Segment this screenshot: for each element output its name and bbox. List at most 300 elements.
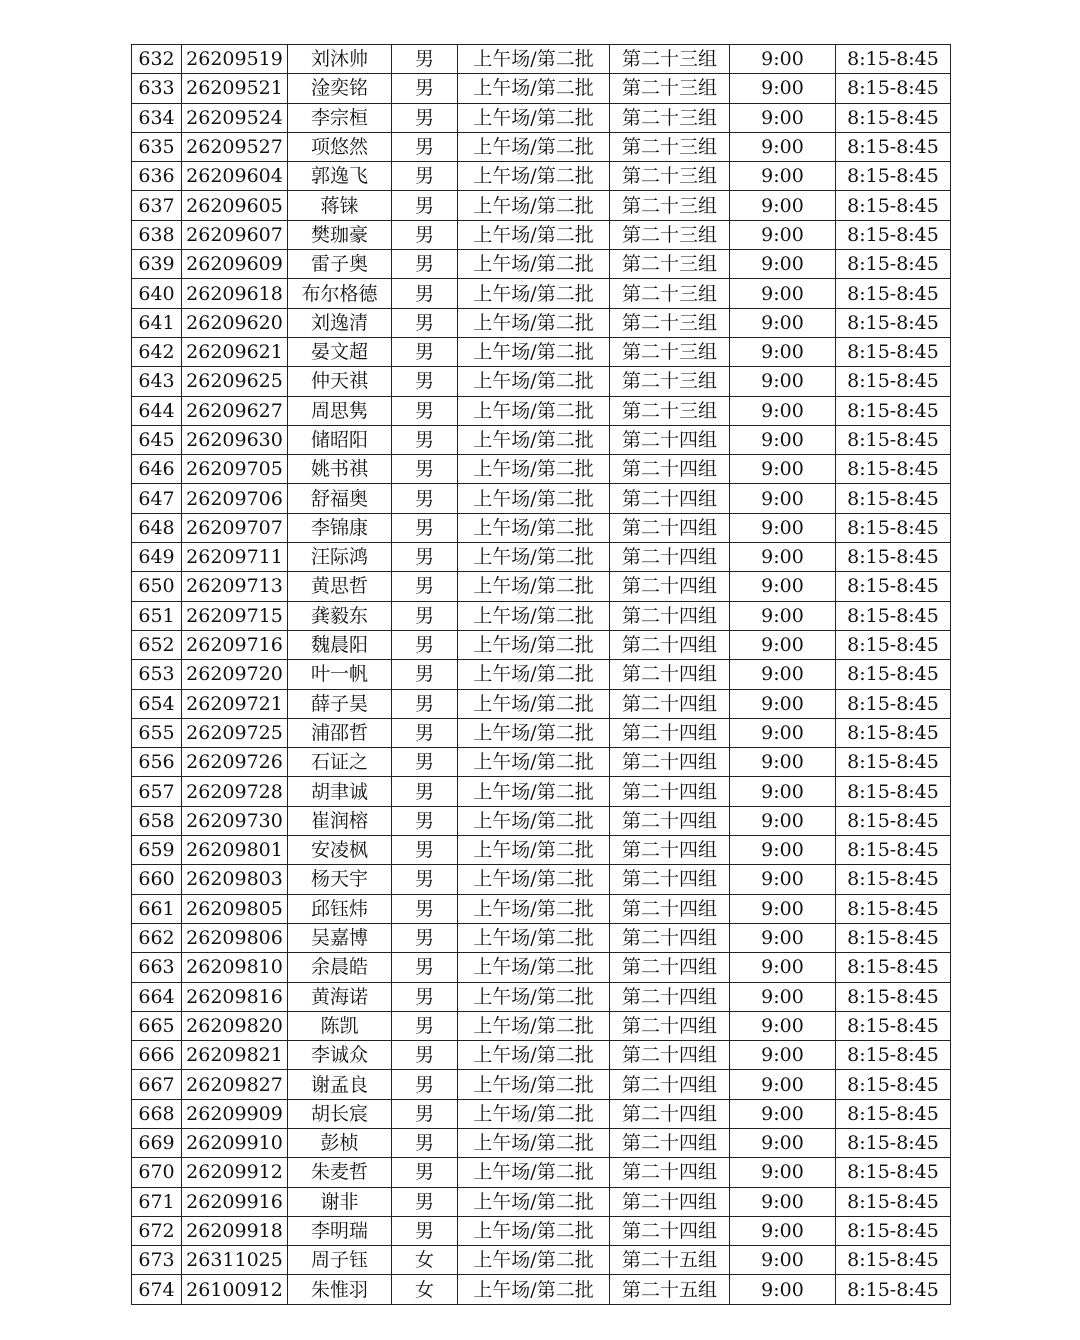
table-row bbox=[132, 74, 951, 103]
start-time-cell: 9:00 bbox=[730, 1216, 836, 1245]
group-cell: 第二十四组 bbox=[610, 601, 730, 630]
session-cell: 上午场/第二批 bbox=[458, 337, 610, 366]
seq-cell: 648 bbox=[132, 513, 182, 542]
exam-id-cell: 26209726 bbox=[182, 748, 288, 777]
seq-cell: 654 bbox=[132, 689, 182, 718]
exam-id-cell: 26209909 bbox=[182, 1099, 288, 1128]
start-time-cell: 9:00 bbox=[730, 132, 836, 161]
seq-cell: 650 bbox=[132, 572, 182, 601]
checkin-time-cell: 8:15-8:45 bbox=[836, 923, 951, 952]
session-cell: 上午场/第二批 bbox=[458, 777, 610, 806]
seq-cell: 632 bbox=[132, 45, 182, 74]
session-cell: 上午场/第二批 bbox=[458, 1246, 610, 1275]
exam-id-cell: 26209816 bbox=[182, 982, 288, 1011]
table-row bbox=[132, 982, 951, 1011]
seq-cell: 664 bbox=[132, 982, 182, 1011]
start-time-cell: 9:00 bbox=[730, 572, 836, 601]
gender-cell: 男 bbox=[392, 455, 458, 484]
gender-cell: 男 bbox=[392, 1187, 458, 1216]
checkin-time-cell: 8:15-8:45 bbox=[836, 250, 951, 279]
exam-id-cell: 26209524 bbox=[182, 103, 288, 132]
seq-cell: 674 bbox=[132, 1275, 182, 1304]
gender-cell: 男 bbox=[392, 484, 458, 513]
session-cell: 上午场/第二批 bbox=[458, 220, 610, 249]
name-cell: 周思隽 bbox=[288, 396, 392, 425]
start-time-cell: 9:00 bbox=[730, 220, 836, 249]
table-row bbox=[132, 132, 951, 161]
name-cell: 石证之 bbox=[288, 748, 392, 777]
gender-cell: 男 bbox=[392, 279, 458, 308]
name-cell: 蒋铼 bbox=[288, 191, 392, 220]
checkin-time-cell: 8:15-8:45 bbox=[836, 367, 951, 396]
start-time-cell: 9:00 bbox=[730, 660, 836, 689]
group-cell: 第二十三组 bbox=[610, 279, 730, 308]
checkin-time-cell: 8:15-8:45 bbox=[836, 543, 951, 572]
checkin-time-cell: 8:15-8:45 bbox=[836, 806, 951, 835]
table-row bbox=[132, 1187, 951, 1216]
table-row bbox=[132, 367, 951, 396]
name-cell: 浦邵哲 bbox=[288, 718, 392, 747]
gender-cell: 男 bbox=[392, 367, 458, 396]
session-cell: 上午场/第二批 bbox=[458, 308, 610, 337]
exam-id-cell: 26209728 bbox=[182, 777, 288, 806]
checkin-time-cell: 8:15-8:45 bbox=[836, 132, 951, 161]
group-cell: 第二十三组 bbox=[610, 396, 730, 425]
session-cell: 上午场/第二批 bbox=[458, 1275, 610, 1304]
seq-cell: 638 bbox=[132, 220, 182, 249]
gender-cell: 男 bbox=[392, 865, 458, 894]
name-cell: 李诚众 bbox=[288, 1041, 392, 1070]
group-cell: 第二十三组 bbox=[610, 367, 730, 396]
checkin-time-cell: 8:15-8:45 bbox=[836, 865, 951, 894]
gender-cell: 男 bbox=[392, 132, 458, 161]
exam-id-cell: 26311025 bbox=[182, 1246, 288, 1275]
name-cell: 黄海诺 bbox=[288, 982, 392, 1011]
start-time-cell: 9:00 bbox=[730, 601, 836, 630]
session-cell: 上午场/第二批 bbox=[458, 191, 610, 220]
session-cell: 上午场/第二批 bbox=[458, 1187, 610, 1216]
session-cell: 上午场/第二批 bbox=[458, 689, 610, 718]
checkin-time-cell: 8:15-8:45 bbox=[836, 748, 951, 777]
seq-cell: 659 bbox=[132, 836, 182, 865]
table-row bbox=[132, 748, 951, 777]
table-row bbox=[132, 630, 951, 659]
session-cell: 上午场/第二批 bbox=[458, 1216, 610, 1245]
checkin-time-cell: 8:15-8:45 bbox=[836, 484, 951, 513]
start-time-cell: 9:00 bbox=[730, 1041, 836, 1070]
exam-id-cell: 26209627 bbox=[182, 396, 288, 425]
seq-cell: 673 bbox=[132, 1246, 182, 1275]
checkin-time-cell: 8:15-8:45 bbox=[836, 982, 951, 1011]
gender-cell: 男 bbox=[392, 660, 458, 689]
gender-cell: 男 bbox=[392, 572, 458, 601]
table-row bbox=[132, 1070, 951, 1099]
exam-id-cell: 26209725 bbox=[182, 718, 288, 747]
gender-cell: 男 bbox=[392, 953, 458, 982]
checkin-time-cell: 8:15-8:45 bbox=[836, 74, 951, 103]
name-cell: 谢孟良 bbox=[288, 1070, 392, 1099]
table-row bbox=[132, 543, 951, 572]
start-time-cell: 9:00 bbox=[730, 689, 836, 718]
table-row bbox=[132, 513, 951, 542]
start-time-cell: 9:00 bbox=[730, 484, 836, 513]
start-time-cell: 9:00 bbox=[730, 513, 836, 542]
session-cell: 上午场/第二批 bbox=[458, 484, 610, 513]
name-cell: 周子钰 bbox=[288, 1246, 392, 1275]
gender-cell: 男 bbox=[392, 308, 458, 337]
exam-id-cell: 26209810 bbox=[182, 953, 288, 982]
group-cell: 第二十四组 bbox=[610, 1070, 730, 1099]
group-cell: 第二十四组 bbox=[610, 836, 730, 865]
exam-id-cell: 26100912 bbox=[182, 1275, 288, 1304]
exam-id-cell: 26209803 bbox=[182, 865, 288, 894]
start-time-cell: 9:00 bbox=[730, 953, 836, 982]
exam-id-cell: 26209730 bbox=[182, 806, 288, 835]
exam-id-cell: 26209912 bbox=[182, 1158, 288, 1187]
start-time-cell: 9:00 bbox=[730, 630, 836, 659]
name-cell: 刘沐帅 bbox=[288, 45, 392, 74]
seq-cell: 635 bbox=[132, 132, 182, 161]
table-row bbox=[132, 1128, 951, 1157]
group-cell: 第二十四组 bbox=[610, 689, 730, 718]
name-cell: 布尔格德 bbox=[288, 279, 392, 308]
group-cell: 第二十四组 bbox=[610, 455, 730, 484]
exam-id-cell: 26209527 bbox=[182, 132, 288, 161]
exam-id-cell: 26209620 bbox=[182, 308, 288, 337]
start-time-cell: 9:00 bbox=[730, 337, 836, 366]
gender-cell: 男 bbox=[392, 103, 458, 132]
exam-id-cell: 26209801 bbox=[182, 836, 288, 865]
start-time-cell: 9:00 bbox=[730, 1099, 836, 1128]
gender-cell: 女 bbox=[392, 1246, 458, 1275]
gender-cell: 男 bbox=[392, 396, 458, 425]
gender-cell: 男 bbox=[392, 1216, 458, 1245]
seq-cell: 653 bbox=[132, 660, 182, 689]
seq-cell: 657 bbox=[132, 777, 182, 806]
checkin-time-cell: 8:15-8:45 bbox=[836, 308, 951, 337]
checkin-time-cell: 8:15-8:45 bbox=[836, 162, 951, 191]
session-cell: 上午场/第二批 bbox=[458, 543, 610, 572]
start-time-cell: 9:00 bbox=[730, 806, 836, 835]
session-cell: 上午场/第二批 bbox=[458, 718, 610, 747]
group-cell: 第二十三组 bbox=[610, 191, 730, 220]
checkin-time-cell: 8:15-8:45 bbox=[836, 894, 951, 923]
session-cell: 上午场/第二批 bbox=[458, 953, 610, 982]
checkin-time-cell: 8:15-8:45 bbox=[836, 337, 951, 366]
name-cell: 汪际鸿 bbox=[288, 543, 392, 572]
start-time-cell: 9:00 bbox=[730, 1070, 836, 1099]
table-row bbox=[132, 1158, 951, 1187]
gender-cell: 男 bbox=[392, 718, 458, 747]
start-time-cell: 9:00 bbox=[730, 308, 836, 337]
table-row bbox=[132, 718, 951, 747]
session-cell: 上午场/第二批 bbox=[458, 162, 610, 191]
name-cell: 龚毅东 bbox=[288, 601, 392, 630]
table-row bbox=[132, 162, 951, 191]
gender-cell: 男 bbox=[392, 425, 458, 454]
group-cell: 第二十四组 bbox=[610, 748, 730, 777]
group-cell: 第二十三组 bbox=[610, 250, 730, 279]
group-cell: 第二十四组 bbox=[610, 572, 730, 601]
session-cell: 上午场/第二批 bbox=[458, 103, 610, 132]
group-cell: 第二十四组 bbox=[610, 630, 730, 659]
group-cell: 第二十三组 bbox=[610, 132, 730, 161]
exam-id-cell: 26209720 bbox=[182, 660, 288, 689]
checkin-time-cell: 8:15-8:45 bbox=[836, 1246, 951, 1275]
seq-cell: 636 bbox=[132, 162, 182, 191]
name-cell: 舒福奥 bbox=[288, 484, 392, 513]
group-cell: 第二十三组 bbox=[610, 45, 730, 74]
session-cell: 上午场/第二批 bbox=[458, 1128, 610, 1157]
checkin-time-cell: 8:15-8:45 bbox=[836, 953, 951, 982]
name-cell: 姚书祺 bbox=[288, 455, 392, 484]
exam-id-cell: 26209820 bbox=[182, 1011, 288, 1040]
table-row bbox=[132, 220, 951, 249]
exam-id-cell: 26209521 bbox=[182, 74, 288, 103]
name-cell: 陈凯 bbox=[288, 1011, 392, 1040]
session-cell: 上午场/第二批 bbox=[458, 74, 610, 103]
start-time-cell: 9:00 bbox=[730, 982, 836, 1011]
gender-cell: 男 bbox=[392, 1099, 458, 1128]
seq-cell: 643 bbox=[132, 367, 182, 396]
table-row bbox=[132, 45, 951, 74]
seq-cell: 647 bbox=[132, 484, 182, 513]
group-cell: 第二十四组 bbox=[610, 865, 730, 894]
table-row bbox=[132, 660, 951, 689]
gender-cell: 男 bbox=[392, 191, 458, 220]
gender-cell: 男 bbox=[392, 1128, 458, 1157]
session-cell: 上午场/第二批 bbox=[458, 250, 610, 279]
seq-cell: 656 bbox=[132, 748, 182, 777]
session-cell: 上午场/第二批 bbox=[458, 982, 610, 1011]
exam-id-cell: 26209806 bbox=[182, 923, 288, 952]
exam-id-cell: 26209910 bbox=[182, 1128, 288, 1157]
group-cell: 第二十四组 bbox=[610, 1041, 730, 1070]
table-row bbox=[132, 953, 951, 982]
seq-cell: 637 bbox=[132, 191, 182, 220]
checkin-time-cell: 8:15-8:45 bbox=[836, 601, 951, 630]
checkin-time-cell: 8:15-8:45 bbox=[836, 455, 951, 484]
name-cell: 晏文超 bbox=[288, 337, 392, 366]
group-cell: 第二十四组 bbox=[610, 660, 730, 689]
gender-cell: 男 bbox=[392, 748, 458, 777]
exam-id-cell: 26209625 bbox=[182, 367, 288, 396]
start-time-cell: 9:00 bbox=[730, 1158, 836, 1187]
table-row bbox=[132, 572, 951, 601]
checkin-time-cell: 8:15-8:45 bbox=[836, 279, 951, 308]
checkin-time-cell: 8:15-8:45 bbox=[836, 1041, 951, 1070]
session-cell: 上午场/第二批 bbox=[458, 513, 610, 542]
gender-cell: 男 bbox=[392, 513, 458, 542]
seq-cell: 634 bbox=[132, 103, 182, 132]
exam-id-cell: 26209609 bbox=[182, 250, 288, 279]
start-time-cell: 9:00 bbox=[730, 718, 836, 747]
session-cell: 上午场/第二批 bbox=[458, 894, 610, 923]
checkin-time-cell: 8:15-8:45 bbox=[836, 689, 951, 718]
gender-cell: 男 bbox=[392, 1158, 458, 1187]
name-cell: 谢非 bbox=[288, 1187, 392, 1216]
name-cell: 项悠然 bbox=[288, 132, 392, 161]
exam-id-cell: 26209705 bbox=[182, 455, 288, 484]
start-time-cell: 9:00 bbox=[730, 1275, 836, 1304]
seq-cell: 668 bbox=[132, 1099, 182, 1128]
name-cell: 淦奕铭 bbox=[288, 74, 392, 103]
seq-cell: 652 bbox=[132, 630, 182, 659]
start-time-cell: 9:00 bbox=[730, 279, 836, 308]
exam-id-cell: 26209916 bbox=[182, 1187, 288, 1216]
table-row bbox=[132, 455, 951, 484]
start-time-cell: 9:00 bbox=[730, 543, 836, 572]
seq-cell: 646 bbox=[132, 455, 182, 484]
roster-table bbox=[131, 44, 951, 1305]
seq-cell: 662 bbox=[132, 923, 182, 952]
checkin-time-cell: 8:15-8:45 bbox=[836, 630, 951, 659]
session-cell: 上午场/第二批 bbox=[458, 1158, 610, 1187]
name-cell: 雷子奥 bbox=[288, 250, 392, 279]
gender-cell: 男 bbox=[392, 162, 458, 191]
checkin-time-cell: 8:15-8:45 bbox=[836, 191, 951, 220]
name-cell: 余晨皓 bbox=[288, 953, 392, 982]
group-cell: 第二十四组 bbox=[610, 513, 730, 542]
checkin-time-cell: 8:15-8:45 bbox=[836, 1216, 951, 1245]
group-cell: 第二十四组 bbox=[610, 484, 730, 513]
group-cell: 第二十四组 bbox=[610, 923, 730, 952]
checkin-time-cell: 8:15-8:45 bbox=[836, 103, 951, 132]
seq-cell: 665 bbox=[132, 1011, 182, 1040]
session-cell: 上午场/第二批 bbox=[458, 279, 610, 308]
session-cell: 上午场/第二批 bbox=[458, 630, 610, 659]
session-cell: 上午场/第二批 bbox=[458, 806, 610, 835]
name-cell: 杨天宇 bbox=[288, 865, 392, 894]
seq-cell: 666 bbox=[132, 1041, 182, 1070]
seq-cell: 640 bbox=[132, 279, 182, 308]
seq-cell: 649 bbox=[132, 543, 182, 572]
exam-id-cell: 26209721 bbox=[182, 689, 288, 718]
table-row bbox=[132, 103, 951, 132]
seq-cell: 645 bbox=[132, 425, 182, 454]
session-cell: 上午场/第二批 bbox=[458, 748, 610, 777]
seq-cell: 655 bbox=[132, 718, 182, 747]
seq-cell: 633 bbox=[132, 74, 182, 103]
table-row bbox=[132, 396, 951, 425]
group-cell: 第二十三组 bbox=[610, 162, 730, 191]
roster-body bbox=[132, 45, 951, 1305]
name-cell: 刘逸清 bbox=[288, 308, 392, 337]
session-cell: 上午场/第二批 bbox=[458, 601, 610, 630]
seq-cell: 667 bbox=[132, 1070, 182, 1099]
session-cell: 上午场/第二批 bbox=[458, 660, 610, 689]
session-cell: 上午场/第二批 bbox=[458, 425, 610, 454]
name-cell: 储昭阳 bbox=[288, 425, 392, 454]
seq-cell: 644 bbox=[132, 396, 182, 425]
group-cell: 第二十五组 bbox=[610, 1275, 730, 1304]
exam-id-cell: 26209821 bbox=[182, 1041, 288, 1070]
start-time-cell: 9:00 bbox=[730, 74, 836, 103]
exam-id-cell: 26209621 bbox=[182, 337, 288, 366]
gender-cell: 男 bbox=[392, 923, 458, 952]
start-time-cell: 9:00 bbox=[730, 455, 836, 484]
exam-id-cell: 26209618 bbox=[182, 279, 288, 308]
name-cell: 叶一帆 bbox=[288, 660, 392, 689]
seq-cell: 671 bbox=[132, 1187, 182, 1216]
group-cell: 第二十四组 bbox=[610, 806, 730, 835]
checkin-time-cell: 8:15-8:45 bbox=[836, 220, 951, 249]
seq-cell: 660 bbox=[132, 865, 182, 894]
exam-id-cell: 26209706 bbox=[182, 484, 288, 513]
session-cell: 上午场/第二批 bbox=[458, 572, 610, 601]
group-cell: 第二十四组 bbox=[610, 1187, 730, 1216]
start-time-cell: 9:00 bbox=[730, 865, 836, 894]
exam-id-cell: 26209827 bbox=[182, 1070, 288, 1099]
table-row bbox=[132, 484, 951, 513]
exam-id-cell: 26209711 bbox=[182, 543, 288, 572]
name-cell: 魏晨阳 bbox=[288, 630, 392, 659]
name-cell: 彭桢 bbox=[288, 1128, 392, 1157]
checkin-time-cell: 8:15-8:45 bbox=[836, 1070, 951, 1099]
checkin-time-cell: 8:15-8:45 bbox=[836, 425, 951, 454]
start-time-cell: 9:00 bbox=[730, 1128, 836, 1157]
group-cell: 第二十四组 bbox=[610, 425, 730, 454]
table-row bbox=[132, 865, 951, 894]
exam-id-cell: 26209805 bbox=[182, 894, 288, 923]
session-cell: 上午场/第二批 bbox=[458, 396, 610, 425]
exam-id-cell: 26209713 bbox=[182, 572, 288, 601]
session-cell: 上午场/第二批 bbox=[458, 923, 610, 952]
exam-id-cell: 26209630 bbox=[182, 425, 288, 454]
group-cell: 第二十三组 bbox=[610, 220, 730, 249]
checkin-time-cell: 8:15-8:45 bbox=[836, 572, 951, 601]
group-cell: 第二十四组 bbox=[610, 1128, 730, 1157]
start-time-cell: 9:00 bbox=[730, 191, 836, 220]
group-cell: 第二十四组 bbox=[610, 1099, 730, 1128]
gender-cell: 男 bbox=[392, 630, 458, 659]
group-cell: 第二十三组 bbox=[610, 103, 730, 132]
table-row bbox=[132, 1011, 951, 1040]
name-cell: 郭逸飞 bbox=[288, 162, 392, 191]
group-cell: 第二十四组 bbox=[610, 982, 730, 1011]
group-cell: 第二十四组 bbox=[610, 1011, 730, 1040]
group-cell: 第二十四组 bbox=[610, 953, 730, 982]
name-cell: 薛子昊 bbox=[288, 689, 392, 718]
table-row bbox=[132, 308, 951, 337]
checkin-time-cell: 8:15-8:45 bbox=[836, 396, 951, 425]
exam-id-cell: 26209715 bbox=[182, 601, 288, 630]
table-row bbox=[132, 806, 951, 835]
exam-id-cell: 26209605 bbox=[182, 191, 288, 220]
seq-cell: 658 bbox=[132, 806, 182, 835]
gender-cell: 男 bbox=[392, 1011, 458, 1040]
exam-id-cell: 26209604 bbox=[182, 162, 288, 191]
group-cell: 第二十四组 bbox=[610, 894, 730, 923]
gender-cell: 男 bbox=[392, 337, 458, 366]
start-time-cell: 9:00 bbox=[730, 162, 836, 191]
table-row bbox=[132, 689, 951, 718]
name-cell: 李明瑞 bbox=[288, 1216, 392, 1245]
gender-cell: 男 bbox=[392, 1041, 458, 1070]
gender-cell: 男 bbox=[392, 836, 458, 865]
gender-cell: 男 bbox=[392, 689, 458, 718]
checkin-time-cell: 8:15-8:45 bbox=[836, 718, 951, 747]
session-cell: 上午场/第二批 bbox=[458, 1011, 610, 1040]
checkin-time-cell: 8:15-8:45 bbox=[836, 1275, 951, 1304]
seq-cell: 641 bbox=[132, 308, 182, 337]
seq-cell: 669 bbox=[132, 1128, 182, 1157]
seq-cell: 672 bbox=[132, 1216, 182, 1245]
start-time-cell: 9:00 bbox=[730, 45, 836, 74]
name-cell: 吴嘉博 bbox=[288, 923, 392, 952]
name-cell: 李锦康 bbox=[288, 513, 392, 542]
table-row bbox=[132, 337, 951, 366]
